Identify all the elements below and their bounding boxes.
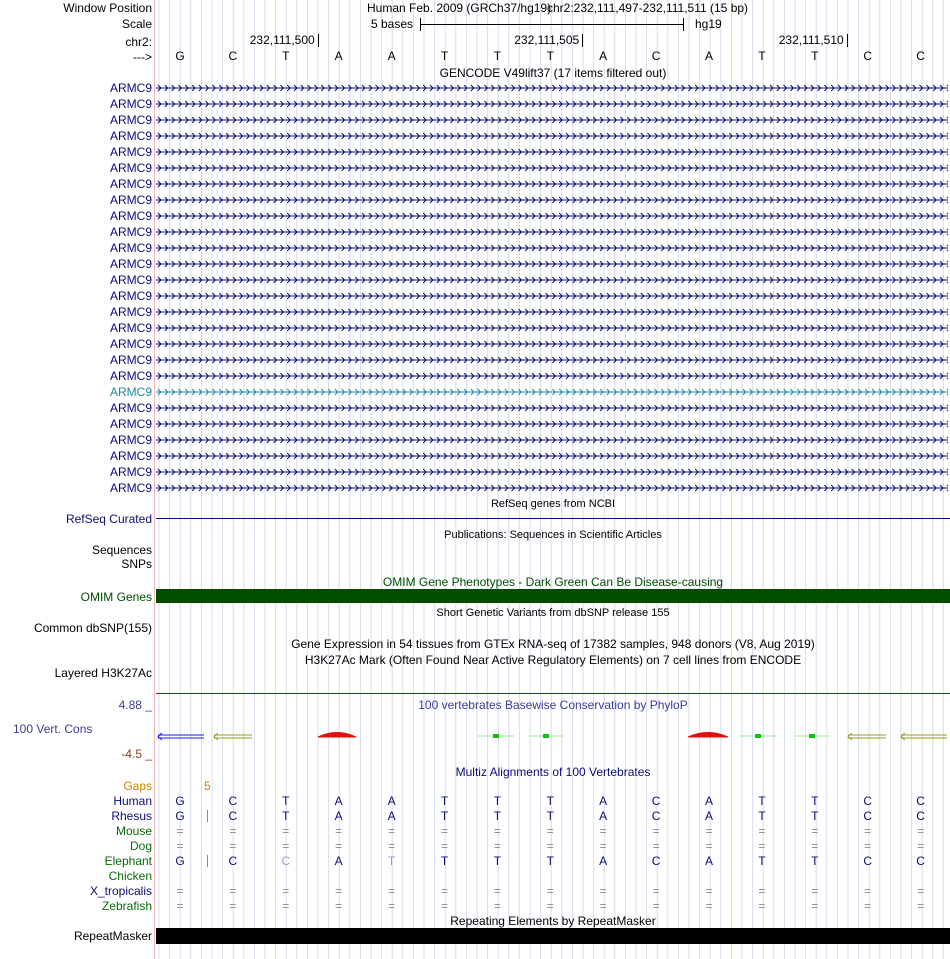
multiz-base: T [440,809,449,823]
multiz-base: = [811,839,819,853]
reference-base: C [651,49,661,63]
reference-base: A [704,49,713,63]
multiz-base: = [493,899,501,913]
gencode-transcript[interactable] [156,387,948,397]
reference-base: T [758,49,766,63]
multiz-base: = [917,824,925,838]
multiz-base: = [811,899,819,913]
multiz-species-label[interactable]: Rhesus [111,809,152,823]
gencode-transcript[interactable] [156,403,948,413]
phylop-score-glyph[interactable] [794,734,830,738]
multiz-base: = [335,884,343,898]
gencode-item-label[interactable]: ARMC9 [109,353,152,367]
gencode-transcript[interactable] [156,307,948,317]
gencode-item-label[interactable]: ARMC9 [109,289,152,303]
multiz-base: = [705,839,713,853]
multiz-base: = [335,839,343,853]
gtex-title[interactable]: Gene Expression in 54 tissues from GTEx RNA-seq of 17382 samples, 948 donors (V8, Aug 2019) [291,637,815,651]
publications-sequences-label[interactable]: Sequences [91,543,152,557]
dbsnp-label[interactable]: Common dbSNP(155) [33,621,152,635]
phylop-min-label: -4.5 _ [121,747,152,761]
gencode-item-label[interactable]: ARMC9 [109,337,152,351]
multiz-base: T [546,809,554,823]
gencode-transcript[interactable] [156,115,948,125]
multiz-base: = [493,884,501,898]
phylop-title[interactable]: 100 vertebrates Basewise Conservation by PhyloP [418,698,688,712]
gencode-item-label[interactable]: ARMC9 [109,241,152,255]
multiz-base: A [334,794,343,808]
phylop-score-glyph[interactable] [848,733,886,740]
reference-base: A [599,49,608,63]
multiz-base: = [440,839,448,853]
multiz-base: = [282,884,290,898]
multiz-base: = [176,839,184,853]
reference-base: A [334,49,343,63]
multiz-base: = [652,839,660,853]
multiz-base: G [175,794,185,808]
multiz-insertion-marker [207,855,208,867]
gencode-transcript[interactable] [156,83,948,93]
multiz-base: = [864,899,872,913]
gencode-item-label[interactable]: ARMC9 [109,465,152,479]
gencode-item-label[interactable]: ARMC9 [109,161,152,175]
scale-label: Scale [121,17,152,31]
reference-base: T [440,49,449,63]
gencode-item-label[interactable]: ARMC9 [109,401,152,415]
chrom-label: chr2: [125,35,152,49]
reference-base: T [493,49,502,63]
gencode-transcript[interactable] [156,131,948,141]
multiz-base: = [440,899,448,913]
gencode-transcript[interactable] [156,227,948,237]
multiz-base: = [705,899,713,913]
gencode-item-label[interactable]: ARMC9 [109,449,152,463]
gencode-item-label[interactable]: ARMC9 [109,481,152,495]
gencode-item-label[interactable]: ARMC9 [109,257,152,271]
gencode-transcript[interactable] [156,211,948,221]
multiz-base: = [705,884,713,898]
multiz-base: C [916,809,925,823]
multiz-base: T [493,809,502,823]
gencode-item-label[interactable]: ARMC9 [109,193,152,207]
multiz-base: = [652,884,660,898]
multiz-base: = [811,824,819,838]
multiz-base: A [599,794,608,808]
multiz-base: = [388,884,396,898]
scale-bar-left-tick [420,18,421,31]
scale-db: hg19 [695,17,722,31]
multiz-base: T [387,854,396,868]
phylop-score-glyph[interactable] [901,733,947,740]
scale-bar [420,24,684,25]
ruler-tick-label: 232,111,505 [514,33,580,47]
multiz-base: = [758,839,766,853]
h3k27ac-label[interactable]: Layered H3K27Ac [54,666,152,680]
multiz-base: = [335,824,343,838]
gencode-item-label[interactable]: ARMC9 [109,81,152,95]
multiz-base: = [652,899,660,913]
multiz-base: A [599,854,608,868]
ruler-tick-label: 232,111,500 [249,33,315,47]
multiz-base: T [282,794,290,808]
multiz-base: = [864,824,872,838]
multiz-base: = [335,899,343,913]
gencode-transcript[interactable] [156,99,948,109]
gencode-transcript[interactable] [156,323,948,333]
gencode-item-label[interactable]: ARMC9 [109,433,152,447]
multiz-base: C [228,854,238,868]
multiz-base: = [176,884,184,898]
multiz-insertion-marker [207,810,208,822]
multiz-base: = [229,824,237,838]
gencode-item-label[interactable]: ARMC9 [109,273,152,287]
multiz-base: T [493,854,502,868]
multiz-base: = [758,884,766,898]
gencode-transcript[interactable] [156,467,948,477]
multiz-base: C [651,794,661,808]
multiz-gaps-label[interactable]: Gaps [123,779,152,793]
strand-label: ---> [133,50,152,64]
label-divider [154,0,155,959]
phylop-label[interactable]: 100 Vert. Cons [13,722,93,736]
gencode-transcript[interactable] [156,483,948,493]
phylop-max-label: 4.88 _ [118,698,152,712]
gencode-item-label[interactable]: ARMC9 [109,321,152,335]
multiz-base: = [864,884,872,898]
multiz-gaps-value: 5 [204,779,211,793]
publications-snps-label[interactable]: SNPs [121,557,152,571]
gencode-item-label[interactable]: ARMC9 [109,369,152,383]
multiz-base: = [229,884,237,898]
refseq-title[interactable]: RefSeq genes from NCBI [490,498,616,510]
multiz-title[interactable]: Multiz Alignments of 100 Vertebrates [455,765,651,779]
multiz-base: C [863,794,873,808]
phylop-score-glyph[interactable] [529,734,563,738]
multiz-base: T [811,854,819,868]
multiz-base: C [863,854,873,868]
gencode-transcript[interactable] [156,195,948,205]
multiz-base: C [281,854,291,868]
gencode-title[interactable]: GENCODE V49lift37 (17 items filtered out) [439,66,667,80]
multiz-base: = [493,824,501,838]
multiz-species-label[interactable]: Human [113,794,152,808]
multiz-base: = [546,839,554,853]
repeatmasker-label[interactable]: RepeatMasker [73,929,152,943]
multiz-base: = [282,824,290,838]
gencode-transcript[interactable] [156,275,948,285]
multiz-base: C [916,854,925,868]
multiz-base: = [176,824,184,838]
multiz-base: T [440,854,449,868]
phylop-score-glyph[interactable] [478,734,514,738]
gencode-transcript[interactable] [156,435,948,445]
window-position-label: Window Position [63,1,152,15]
multiz-base: C [651,854,661,868]
multiz-base: A [334,854,343,868]
gencode-transcript[interactable] [156,259,948,269]
phylop-score-glyph[interactable] [158,733,204,740]
reference-base: C [228,49,238,63]
multiz-base: = [758,899,766,913]
multiz-base: = [388,839,396,853]
multiz-base: T [758,809,766,823]
gencode-item-label[interactable]: ARMC9 [109,177,152,191]
omim-title[interactable]: OMIM Gene Phenotypes - Dark Green Can Be Disease-causing [382,575,724,589]
multiz-base: = [229,899,237,913]
reference-base: C [863,49,873,63]
multiz-base: T [282,809,290,823]
gencode-item-label[interactable]: ARMC9 [109,129,152,143]
multiz-base: C [228,809,238,823]
publications-title[interactable]: Publications: Sequences in Scientific Articles [444,529,662,541]
multiz-base: = [758,824,766,838]
reference-base: C [916,49,925,63]
multiz-base: = [652,824,660,838]
multiz-base: = [546,824,554,838]
multiz-base: = [282,839,290,853]
gencode-item-label[interactable]: ARMC9 [109,145,152,159]
repeatmasker-feature-bar[interactable] [156,928,950,944]
multiz-base: = [864,839,872,853]
multiz-base: = [917,839,925,853]
multiz-base: = [440,824,448,838]
multiz-species-label[interactable]: Elephant [104,854,152,868]
multiz-species-label[interactable]: Dog [129,839,152,853]
phylop-score-glyph[interactable] [740,734,776,738]
gencode-transcript[interactable] [156,147,948,157]
multiz-base: = [388,899,396,913]
gencode-transcript[interactable] [156,291,948,301]
gencode-transcript[interactable] [156,419,948,429]
multiz-base: T [758,854,766,868]
multiz-base: T [440,794,449,808]
multiz-base: = [546,899,554,913]
multiz-base: T [811,809,819,823]
multiz-base: = [599,839,607,853]
ruler-tick [318,34,319,47]
multiz-base: = [229,839,237,853]
multiz-base: A [334,809,343,823]
multiz-base: A [599,809,608,823]
multiz-base: T [493,794,502,808]
multiz-base: = [917,884,925,898]
multiz-base: A [387,809,396,823]
gencode-item-label[interactable]: ARMC9 [109,209,152,223]
gencode-transcript[interactable] [156,355,948,365]
multiz-species-label[interactable]: Mouse [115,824,152,838]
multiz-base: = [917,899,925,913]
assembly-text: Human Feb. 2009 (GRCh37/hg19) [367,1,552,15]
multiz-base: = [493,839,501,853]
gencode-transcript[interactable] [156,451,948,461]
ruler-tick [582,34,583,47]
gencode-transcript[interactable] [156,243,948,253]
multiz-base: = [599,884,607,898]
multiz-species-label[interactable]: Chicken [108,869,152,883]
multiz-base: G [175,809,185,823]
multiz-base: = [282,899,290,913]
gencode-item-label[interactable]: ARMC9 [109,417,152,431]
phylop-score-glyph[interactable] [214,733,252,740]
ruler-tick [847,34,848,47]
multiz-base: = [176,899,184,913]
multiz-base: = [811,884,819,898]
multiz-base: = [388,824,396,838]
multiz-base: A [704,809,713,823]
multiz-base: A [704,794,713,808]
gencode-item-label[interactable]: ARMC9 [109,305,152,319]
multiz-base: T [546,794,554,808]
reference-base: T [282,49,290,63]
reference-base: G [175,49,185,63]
gencode-transcript[interactable] [156,179,948,189]
multiz-base: C [228,794,238,808]
multiz-base: T [546,854,554,868]
multiz-base: C [863,809,873,823]
gencode-item-label[interactable]: ARMC9 [109,113,152,127]
ruler-tick-label: 232,111,510 [778,33,844,47]
refseq-label[interactable]: RefSeq Curated [65,512,152,526]
h3k27ac-title[interactable]: H3K27Ac Mark (Often Found Near Active Regulatory Elements) on 7 cell lines from ENCODE [304,653,802,667]
multiz-species-label[interactable]: X_tropicalis [89,884,152,898]
multiz-base: T [811,794,819,808]
reference-base: A [387,49,396,63]
scale-bar-right-tick [683,18,684,31]
gencode-item-label[interactable]: ARMC9 [109,385,152,399]
multiz-base: = [705,824,713,838]
multiz-base: C [916,794,925,808]
multiz-base: T [758,794,766,808]
multiz-base: = [546,884,554,898]
multiz-base: = [599,899,607,913]
scale-text: 5 bases [371,17,414,31]
h3k27ac-signal-line[interactable] [156,693,950,694]
reference-base: T [546,49,554,63]
gencode-transcript[interactable] [156,163,948,173]
position-text[interactable]: chr2:232,111,497-232,111,511 (15 bp) [547,1,749,15]
dbsnp-title[interactable]: Short Genetic Variants from dbSNP release 155 [436,607,670,619]
reference-base: T [811,49,819,63]
multiz-species-label[interactable]: Zebrafish [101,899,152,913]
multiz-base: A [387,794,396,808]
repeatmasker-title[interactable]: Repeating Elements by RepeatMasker [450,914,656,928]
gencode-item-label[interactable]: ARMC9 [109,97,152,111]
phylop-score-glyph[interactable] [318,733,356,738]
multiz-base: = [599,824,607,838]
phylop-signal[interactable] [156,725,950,750]
omim-label[interactable]: OMIM Genes [80,590,152,604]
phylop-score-glyph[interactable] [688,733,728,738]
multiz-base: G [175,854,185,868]
gencode-item-label[interactable]: ARMC9 [109,225,152,239]
gencode-transcript[interactable] [156,339,948,349]
multiz-base: A [704,854,713,868]
refseq-gene-line[interactable] [156,518,950,519]
omim-feature-bar[interactable] [156,589,950,603]
multiz-base: = [440,884,448,898]
gencode-transcript[interactable] [156,371,948,381]
multiz-base: C [651,809,661,823]
